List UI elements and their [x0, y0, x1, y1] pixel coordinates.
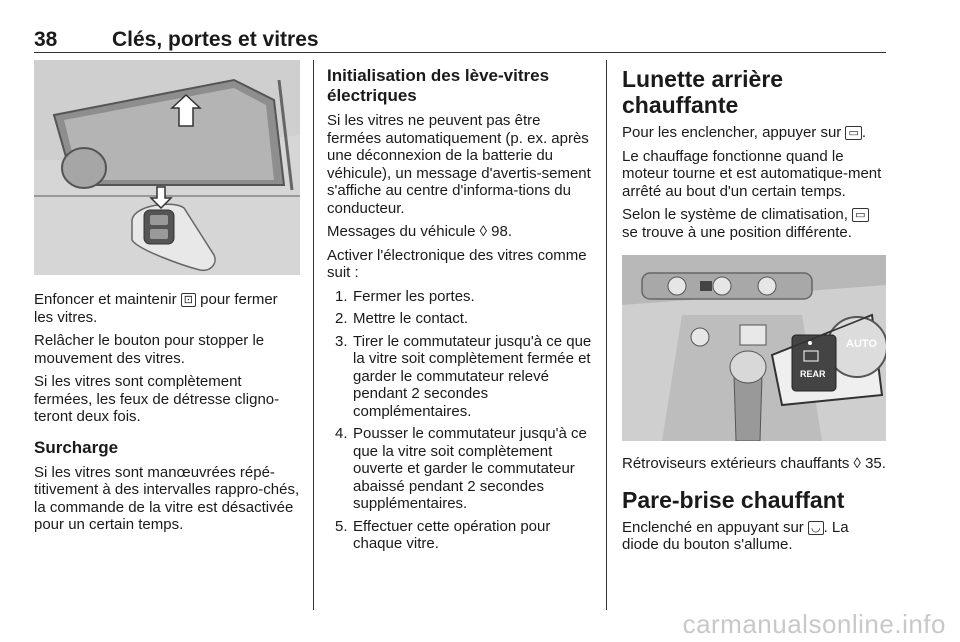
paragraph-hazard-lights: Si les vitres sont complètement fermées, les feux de détresse cligno-teront deux fois. [34, 373, 280, 425]
step-text: Pousser le commutateur jusqu'à ce que la vitre soit complètement ouverte et garder le commutateur abaissé pendant 2 secondes supplémentaires. [353, 425, 587, 512]
paragraph-vehicle-messages: Messages du véhicule ◊ 98. [327, 223, 513, 240]
column-divider-2 [606, 60, 607, 610]
page-header [34, 28, 886, 52]
watermark: carmanualsonline.info [682, 609, 946, 639]
climate-control-illustration [622, 255, 886, 441]
rear-defrost-icon: ▭ [852, 208, 868, 222]
text-windscreen-end: . La diode du bouton s'allume. [622, 518, 849, 553]
steps-list [327, 288, 597, 553]
heading-heated-windscreen: Pare-brise chauffant [622, 486, 845, 513]
step-text: Tirer le commutateur jusqu'à ce que la vitre soit complètement fermée et garder le commutateur relevé pendant 2 secondes complémentaires. [353, 332, 592, 420]
windscreen-heating-icon: ◡ [808, 521, 824, 535]
window-key-illustration [34, 60, 300, 275]
heading-line-1: Initialisation des lève-vitres [327, 66, 550, 85]
auto-label: AUTO [846, 338, 877, 350]
paragraph-activate-electronics: Activer l'électronique des vitres comme suit : [327, 246, 587, 281]
paragraph-release-button: Relâcher le bouton pour stopper le mouvement des vitres. [34, 332, 265, 367]
page-title: Clés, portes et vitres [112, 28, 319, 51]
text-press-start: Pour les enclencher, appuyer sur [622, 124, 846, 141]
column-2 [327, 60, 597, 558]
paragraph-windscreen-button [622, 519, 886, 554]
rear-defrost-icon: ▭ [845, 126, 861, 140]
text-climate-start: Selon le système de climatisation, [622, 206, 853, 223]
list-item: 2. Mettre le contact. [335, 310, 469, 327]
text-windscreen-start: Enclenché en appuyant sur [622, 518, 808, 536]
heading-window-initialisation [327, 66, 597, 106]
paragraph-heated-mirrors: Rétroviseurs extérieurs chauffants ◊ 35. [622, 455, 886, 472]
text-close-windows-end: pour fermer les vitres. [34, 291, 278, 326]
paragraph-overload: Si les vitres sont manœuvrées répé-titivement à des intervalles rappro-chés, la commande de la vitre est désactivée pour un certain temps. [34, 463, 300, 533]
header-divider [34, 52, 886, 53]
heading-rear-window-heating: Lunette arrière chauffante [622, 66, 784, 118]
paragraph-battery-disconnect: Si les vitres ne peuvent pas être fermées automatiquement (p. ex. après une déconnexion de la batterie du véhicule), un message d'avertis-sement s'affiche au centre d'informa-tions du conducteur. [327, 112, 591, 217]
heading-line-2: électriques [327, 86, 417, 105]
text-close-windows-start: Enfoncer et maintenir [34, 291, 181, 308]
list-item: 5. Effectuer cette opération pour chaque vitre. [335, 517, 551, 552]
step-text: Effectuer cette opération pour chaque vitre. [353, 517, 551, 552]
paragraph-heating-operation: Le chauffage fonctionne quand le moteur tourne et est automatique-ment arrêté au bout d'un certain temps. [622, 147, 882, 200]
text-press-end: . [861, 124, 867, 141]
column-3 [622, 60, 886, 560]
key-lock-icon: ⊡ [181, 293, 196, 307]
paragraph-close-windows [34, 291, 300, 326]
step-text: Mettre le contact. [353, 310, 469, 327]
heading-overload: Surcharge [34, 437, 119, 457]
paragraph-climate-system [622, 206, 886, 241]
list-item: 3. Tirer le commutateur jusqu'à ce que la vitre soit complètement fermée et garder le commutateur relevé pendant 2 secondes complémentaires. [335, 332, 592, 420]
list-item: 1. Fermer les portes. [335, 287, 475, 305]
text-climate-end: se trouve à une position différente. [622, 223, 852, 241]
column-1 [34, 60, 300, 540]
step-text: Fermer les portes. [353, 287, 475, 305]
list-item: 4. Pousser le commutateur jusqu'à ce que la vitre soit complètement ouverte et garder le commutateur abaissé pendant 2 secondes supplémentaires. [335, 425, 587, 512]
paragraph-press-button [622, 124, 886, 142]
rear-label: REAR [800, 369, 826, 379]
page-number: 38 [34, 28, 58, 51]
column-divider-1 [313, 60, 314, 610]
